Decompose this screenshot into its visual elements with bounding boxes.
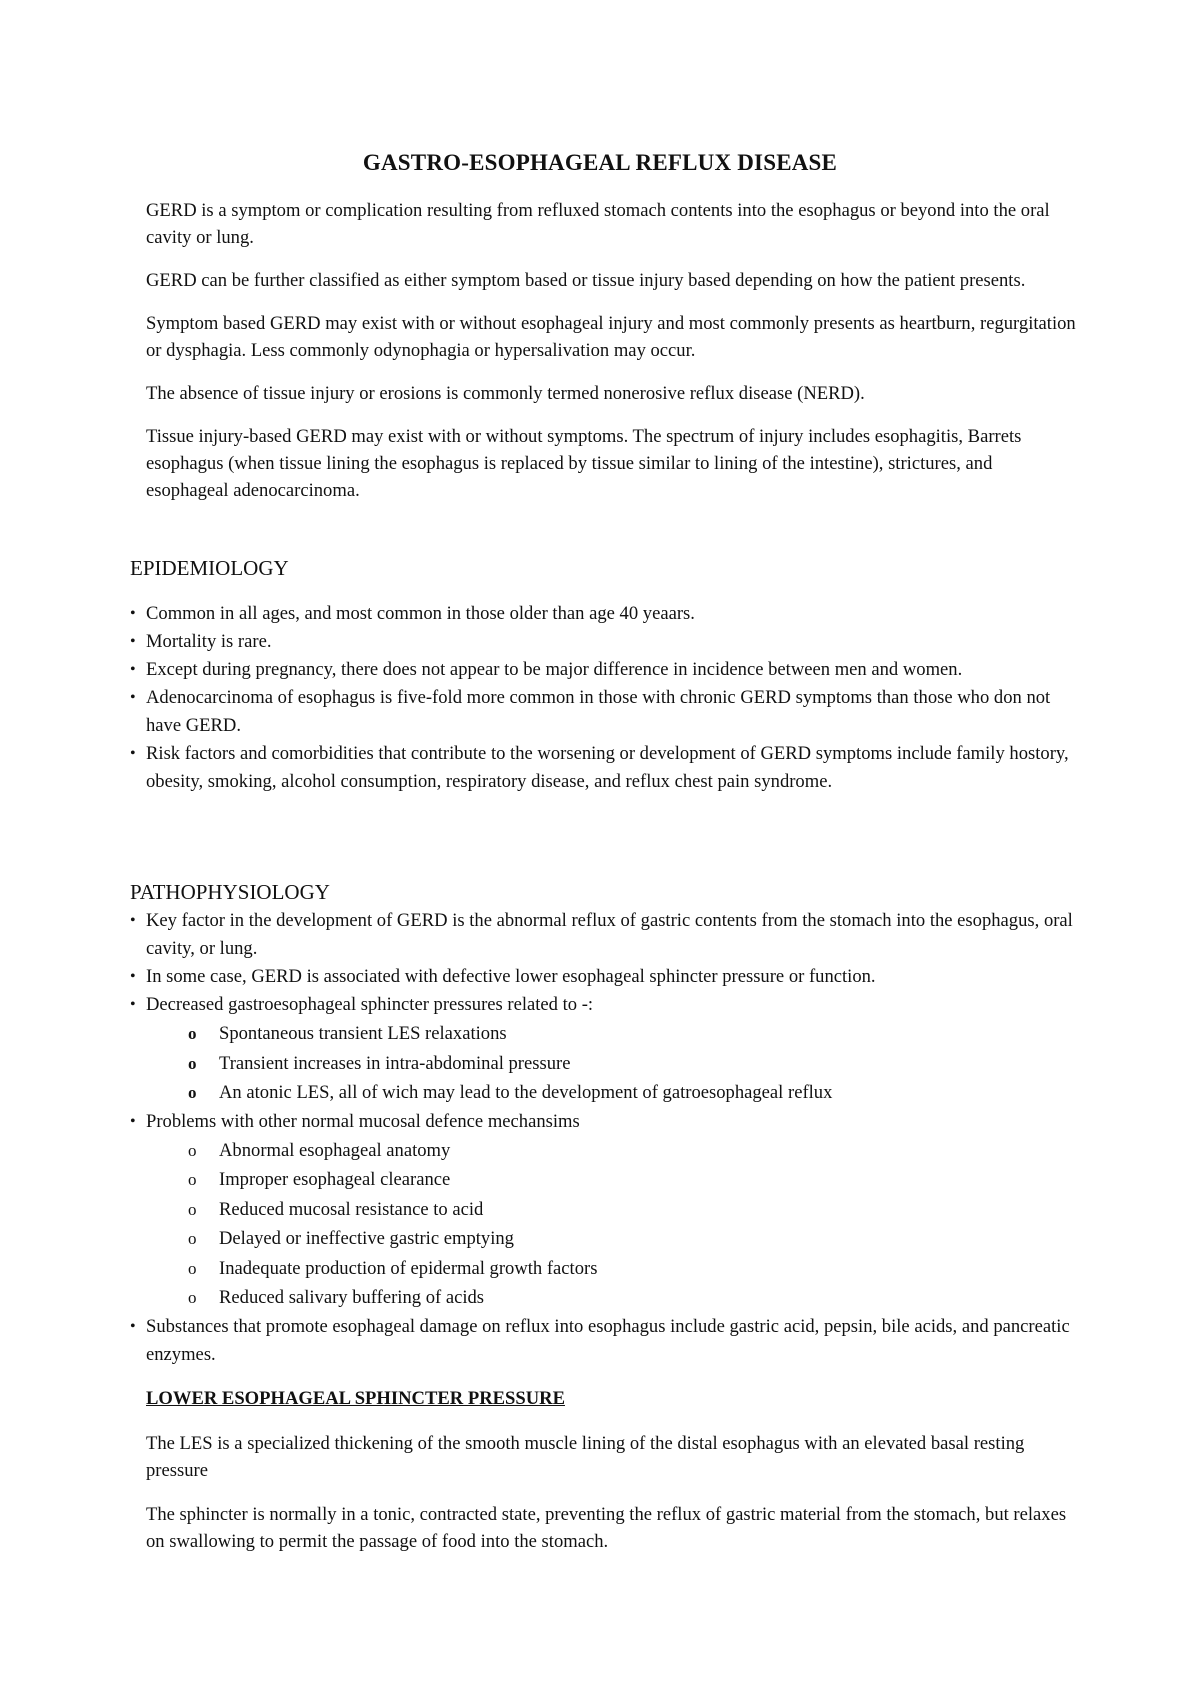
sub-list-item-text: Transient increases in intra-abdominal pressure	[219, 1052, 571, 1074]
pathophysiology-heading: PATHOPHYSIOLOGY	[130, 880, 330, 904]
bullet-icon: •	[130, 633, 136, 650]
bullet-icon: •	[130, 912, 136, 929]
circle-bullet-icon: o	[188, 1170, 197, 1189]
sub-list-item-text: Spontaneous transient LES relaxations	[219, 1023, 507, 1044]
sub-list-item-text: Improper esophageal clearance	[219, 1169, 451, 1190]
list-item	[130, 600, 1080, 628]
epidemiology-list	[130, 600, 1080, 796]
list-item-text: Risk factors and comorbidities that contribute to the worsening or development of GERD symptoms include family hostory, obesity, smoking, alcohol consumption, respiratory disease, and reflux chest pain syndrome.	[146, 743, 1069, 792]
intro-paragraph: GERD is a symptom or complication resulting from refluxed stomach contents into the esophagus or beyond into the oral cavity or lung.	[146, 200, 1050, 248]
sub-list-item	[146, 1136, 1080, 1166]
circle-bullet-icon: o	[188, 1258, 197, 1278]
sub-list-item	[146, 1224, 1080, 1254]
circle-bullet-icon: o	[188, 1199, 197, 1219]
sub-list-item	[146, 1165, 1080, 1195]
list-item-text: In some case, GERD is associated with defective lower esophageal sphincter pressure or function.	[146, 966, 876, 987]
sub-list-item	[146, 1019, 1080, 1049]
list-item	[130, 628, 1080, 656]
mucosal-defence-sublist	[146, 1136, 1080, 1313]
bullet-icon: •	[130, 661, 136, 678]
bullet-icon: •	[130, 745, 136, 762]
epidemiology-heading: EPIDEMIOLOGY	[130, 556, 289, 580]
sub-list-item	[146, 1195, 1080, 1225]
list-item-text: Key factor in the development of GERD is the abnormal reflux of gastric contents from the stomach into the esophagus, oral cavity, or lung.	[146, 910, 1073, 959]
pathophysiology-list	[130, 907, 1080, 1369]
sub-list-item-text: Inadequate production of epidermal growth factors	[219, 1257, 598, 1279]
circle-bullet-icon: o	[188, 1024, 197, 1043]
intro-section	[146, 197, 1076, 520]
les-pressure-sublist	[146, 1019, 1080, 1108]
sub-list-item	[146, 1283, 1080, 1313]
les-section-heading: LOWER ESOPHAGEAL SPHINCTER PRESSURE	[146, 1388, 565, 1409]
list-item	[130, 684, 1080, 740]
bullet-icon: •	[130, 689, 136, 706]
sub-list-item-text: Reduced salivary buffering of acids	[219, 1287, 485, 1308]
list-item-text: Except during pregnancy, there does not appear to be major difference in incidence between men and women.	[146, 659, 963, 680]
bullet-icon: •	[130, 1112, 136, 1130]
list-item-text: Substances that promote esophageal damage on reflux into esophagus include gastric acid, pepsin, bile acids, and pancreatic enzymes.	[146, 1315, 1070, 1365]
list-item	[130, 907, 1080, 963]
intro-paragraph: GERD can be further classified as either symptom based or tissue injury based depending on how the patient presents.	[146, 270, 1026, 291]
bullet-icon: •	[130, 996, 136, 1013]
list-item	[130, 656, 1080, 684]
bullet-icon: •	[130, 968, 136, 985]
list-item	[130, 963, 1080, 991]
list-item	[130, 1313, 1080, 1369]
circle-bullet-icon: o	[188, 1083, 197, 1102]
intro-paragraph: Tissue injury-based GERD may exist with or without symptoms. The spectrum of injury includes esophagitis, Barrets esophagus (when tissue lining the esophagus is replaced by tissue similar to lining of the intestine), strictures, and esophageal adenocarcinoma.	[146, 426, 1022, 501]
circle-bullet-icon: o	[188, 1140, 197, 1160]
list-item-text: Adenocarcinoma of esophagus is five-fold more common in those with chronic GERD symptoms than those who don not have GERD.	[146, 687, 1051, 736]
sub-list-item-text: Reduced mucosal resistance to acid	[219, 1198, 484, 1220]
sub-list-item	[146, 1078, 1080, 1108]
bullet-icon: •	[130, 1317, 136, 1335]
intro-paragraph: Symptom based GERD may exist with or without esophageal injury and most commonly presents as heartburn, regurgitation or dysphagia. Less commonly odynophagia or hypersalivation may occur.	[146, 313, 1076, 361]
sub-list-item-text: An atonic LES, all of wich may lead to the development of gatroesophageal reflux	[219, 1082, 833, 1103]
sub-list-item-text: Abnormal esophageal anatomy	[219, 1139, 451, 1161]
sub-list-item	[146, 1254, 1080, 1284]
sub-list-item	[146, 1049, 1080, 1079]
les-section-text	[146, 1430, 1076, 1572]
list-item	[130, 740, 1080, 796]
les-paragraph: The LES is a specialized thickening of the smooth muscle lining of the distal esophagus with an elevated basal resting pressure	[146, 1433, 1025, 1481]
circle-bullet-icon: o	[188, 1229, 197, 1248]
list-item	[130, 1108, 1080, 1313]
list-item-text: Problems with other normal mucosal defence mechansims	[146, 1110, 580, 1132]
list-item-text: Common in all ages, and most common in those older than age 40 yeaars.	[146, 603, 695, 624]
intro-paragraph: The absence of tissue injury or erosions is commonly termed nonerosive reflux disease (NERD).	[146, 383, 865, 404]
sub-list-item-text: Delayed or ineffective gastric emptying	[219, 1228, 514, 1249]
bullet-icon: •	[130, 605, 136, 622]
les-paragraph: The sphincter is normally in a tonic, contracted state, preventing the reflux of gastric material from the stomach, but relaxes on swallowing to permit the passage of food into the stomach.	[146, 1504, 1067, 1552]
list-item	[130, 991, 1080, 1108]
circle-bullet-icon: o	[188, 1053, 197, 1073]
list-item-text: Mortality is rare.	[146, 631, 272, 652]
list-item-text: Decreased gastroesophageal sphincter pressures related to -:	[146, 994, 594, 1015]
circle-bullet-icon: o	[188, 1288, 197, 1307]
document-title: GASTRO-ESOPHAGEAL REFLUX DISEASE	[362, 150, 838, 175]
